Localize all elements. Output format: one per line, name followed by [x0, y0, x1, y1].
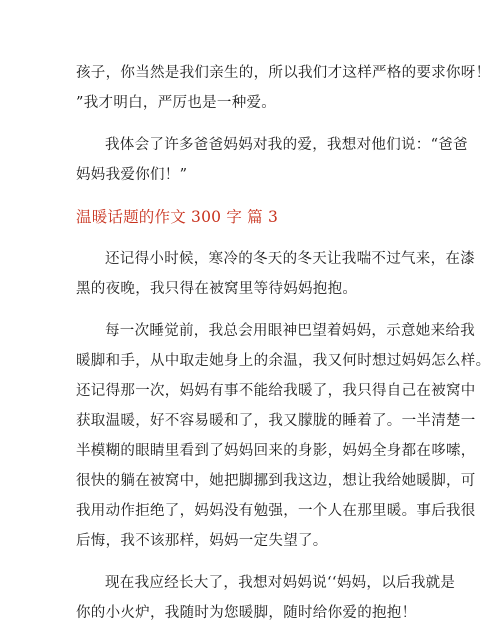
text-line: 现在我应经长大了，我想对妈妈说‘‘妈妈，以后我就是: [105, 575, 456, 591]
text-line: ”我才明白，严厉也是一种爱。: [76, 95, 277, 111]
paragraph-1: [76, 58, 491, 118]
text-line: 我体会了许多爸爸妈妈对我的爱，我想对他们说：“爸爸: [105, 137, 468, 153]
text-line: 很快的躺在被窝中，她把脚挪到我这边，想让我给她暖脚，可: [76, 473, 476, 489]
article-body: [76, 58, 491, 628]
text-line: 还记得那一次，妈妈有事不能给我暖了，我只得自己在被窝中: [76, 383, 476, 399]
text-line: 妈妈我爱你们！”: [76, 167, 188, 183]
text-line: 黑的夜晚，我只得在被窝里等待妈妈抱抱。: [76, 281, 358, 297]
text-line: 我用动作拒绝了，妈妈没有勉强，一个人在那里暖。事后我很: [76, 503, 476, 519]
section-heading: 温暖话题的作文 300 字 篇 3: [76, 208, 279, 226]
text-line: 每一次睡觉前，我总会用眼神巴望着妈妈，示意她来给我: [105, 323, 475, 339]
text-line: 半模糊的眼睛里看到了妈妈回来的身影，妈妈全身都在哆嗦，: [76, 443, 476, 459]
paragraph-gap: [76, 118, 428, 130]
text-line: 孩子，你当然是我们亲生的，所以我们才这样严格的要求你呀！: [76, 65, 491, 81]
text-line: 你的小火炉，我随时为您暖脚，随时给你爱的抱抱！: [76, 605, 417, 621]
text-line: 暖脚和手，从中取走她身上的余温，我又何时想过妈妈怎么样。: [76, 353, 491, 369]
text-line: 获取温暖，好不容易暖和了，我又朦胧的睡着了。一半清楚一: [76, 413, 476, 429]
paragraph-5: [76, 568, 456, 628]
paragraph-gap: [76, 304, 428, 316]
text-line: 后悔，我不该那样，妈妈一定失望了。: [76, 533, 328, 549]
paragraph-gap: [76, 190, 428, 202]
text-line: 还记得小时候，寒冷的冬天的冬天让我喘不过气来，在漆: [105, 251, 475, 267]
paragraph-gap: [76, 556, 428, 568]
paragraph-gap: [76, 232, 428, 244]
paragraph-2: [76, 130, 468, 190]
paragraph-3: [76, 244, 475, 304]
paragraph-4: [76, 316, 491, 556]
